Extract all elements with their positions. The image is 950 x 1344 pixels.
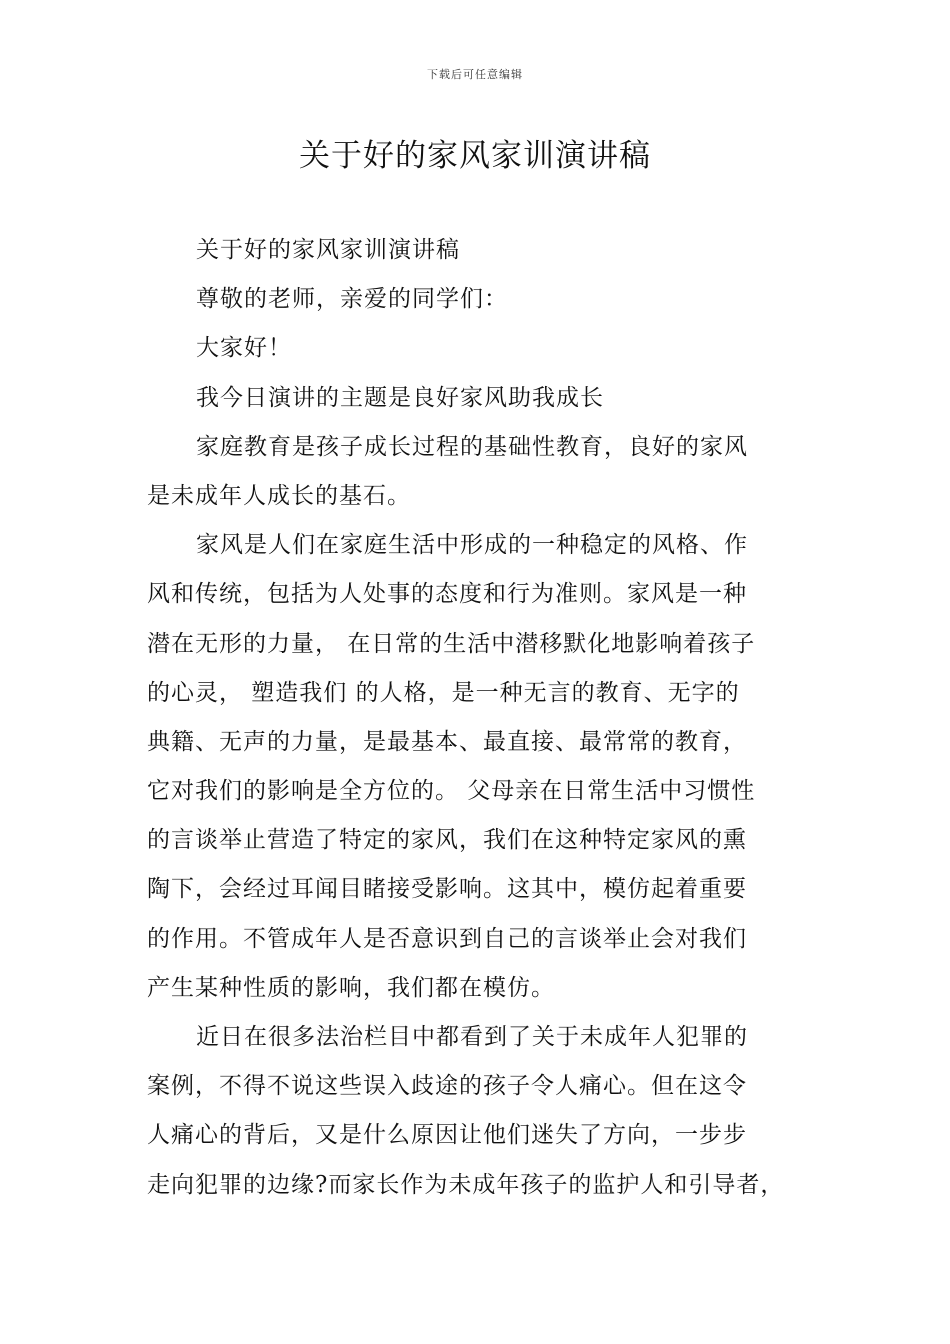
text-line: 家风是人们在家庭生活中形成的一种稳定的风格、作: [196, 532, 748, 559]
text-line: 潜在无形的力量， 在日常的生活中潜移默化地影响着孩子: [147, 630, 756, 657]
text-line: 关于好的家风家训演讲稿: [196, 237, 460, 263]
header-note: 下载后可任意编辑: [427, 68, 523, 81]
text-line: 的言谈举止营造了特定的家风，我们在这种特定家风的熏: [147, 827, 747, 854]
text-line: 是未成年人成长的基石。: [147, 482, 411, 509]
text-line: 大家好！: [196, 335, 292, 362]
text-line: 典籍、无声的力量，是最基本、最直接、最常常的教育，: [147, 728, 747, 755]
text-line: 的作用。不管成年人是否意识到自己的言谈举止会对我们: [147, 925, 747, 952]
text-line: 尊敬的老师，亲爱的同学们：: [196, 286, 508, 313]
body-text: [147, 226, 822, 1210]
text-line: 风和传统，包括为人处事的态度和行为准则。家风是一种: [147, 581, 747, 608]
page-title: 关于好的家风家训演讲稿: [299, 138, 651, 174]
text-line: 陶下，会经过耳闻目睹接受影响。这其中，模仿起着重要: [147, 876, 747, 903]
text-line: 案例，不得不说这些误入歧途的孩子令人痛心。但在这令: [147, 1073, 747, 1100]
text-line: 产生某种性质的影响，我们都在模仿。: [147, 974, 555, 1001]
text-line: 走向犯罪的边缘?而家长作为未成年孩子的监护人和引导者，: [147, 1171, 785, 1198]
text-line: 家庭教育是孩子成长过程的基础性教育，良好的家风: [196, 433, 748, 460]
text-line: 人痛心的背后，又是什么原因让他们迷失了方向，一步步: [147, 1122, 747, 1149]
text-line: 它对我们的影响是全方位的。 父母亲在日常生活中习惯性: [147, 778, 756, 805]
text-line: 我今日演讲的主题是良好家风助我成长: [196, 384, 604, 411]
text-line: 的心灵， 塑造我们 的人格，是一种无言的教育、无字的: [147, 679, 740, 706]
text-line: 近日在很多法治栏目中都看到了关于未成年人犯罪的: [196, 1024, 748, 1050]
